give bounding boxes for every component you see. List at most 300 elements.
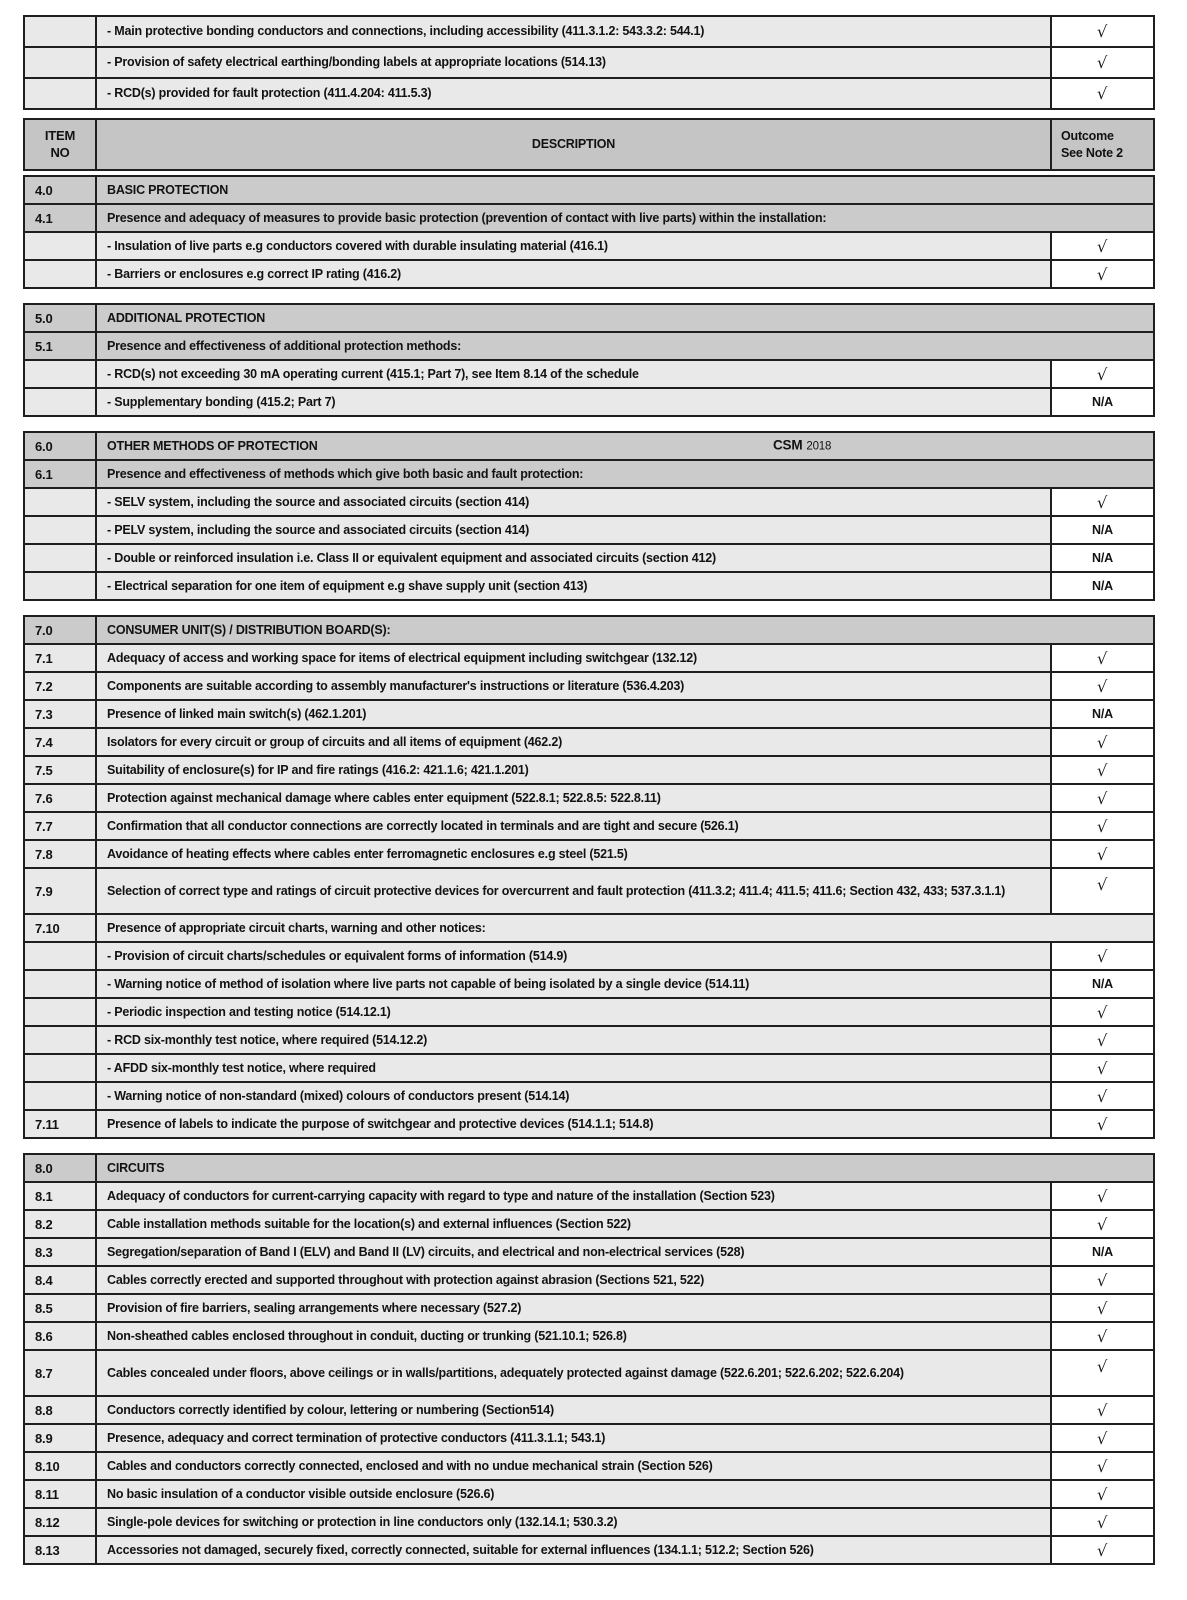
outcome-cell xyxy=(1050,17,1153,46)
item-number-cell xyxy=(25,617,97,643)
description-cell xyxy=(97,1453,1050,1479)
description-cell xyxy=(97,943,1050,969)
section-block xyxy=(23,175,1155,289)
row-description: - PELV system, including the source and associated circuits (section 414) xyxy=(107,522,530,537)
item-number: 7.6 xyxy=(35,790,53,806)
checklist-row xyxy=(25,783,1153,811)
item-number-cell xyxy=(25,1295,97,1321)
row-description: Presence, adequacy and correct termination of protective conductors (411.3.1.1; 543.1) xyxy=(107,1430,606,1445)
description-cell xyxy=(97,1155,1153,1181)
item-number-cell xyxy=(25,305,97,331)
row-description: Protection against mechanical damage where cables enter equipment (522.8.1; 522.8.5: 522.8.11) xyxy=(107,790,661,805)
item-number: 7.8 xyxy=(35,846,53,862)
row-description: CONSUMER UNIT(S) / DISTRIBUTION BOARD(S): xyxy=(107,622,391,637)
outcome-cell xyxy=(1050,1537,1153,1563)
sub-header-row xyxy=(25,331,1153,359)
checkmark-icon: √ xyxy=(1097,1400,1108,1420)
checklist-row xyxy=(25,1237,1153,1265)
section-block xyxy=(23,431,1155,601)
item-number-cell xyxy=(25,813,97,839)
checkmark-icon: √ xyxy=(1097,1512,1108,1532)
item-number-cell xyxy=(25,785,97,811)
description-cell xyxy=(97,1183,1050,1209)
item-number-cell xyxy=(25,1027,97,1053)
outcome-cell xyxy=(1050,869,1153,913)
item-number: 7.1 xyxy=(35,650,53,666)
item-number-cell xyxy=(25,1211,97,1237)
item-number-cell xyxy=(25,79,97,108)
outcome-cell xyxy=(1050,729,1153,755)
item-number-cell xyxy=(25,389,97,415)
item-number: 4.1 xyxy=(35,210,53,226)
description-header-label: DESCRIPTION xyxy=(531,137,616,152)
item-number: 7.9 xyxy=(35,883,53,899)
outcome-cell xyxy=(1050,1425,1153,1451)
description-cell xyxy=(97,573,1050,599)
checkmark-icon: √ xyxy=(1097,492,1108,512)
outcome-cell xyxy=(1050,361,1153,387)
sub-header-row xyxy=(25,913,1153,941)
item-number-cell xyxy=(25,673,97,699)
checkmark-icon: √ xyxy=(1097,1114,1108,1134)
checklist-row xyxy=(25,839,1153,867)
row-description: Presence of linked main switch(s) (462.1.201) xyxy=(107,706,367,721)
checkmark-icon: √ xyxy=(1097,946,1108,966)
item-number: 7.11 xyxy=(35,1116,59,1132)
item-number-cell xyxy=(25,701,97,727)
checkmark-icon: √ xyxy=(1097,1326,1108,1346)
description-cell xyxy=(97,1323,1050,1349)
na-label: N/A xyxy=(1092,395,1113,409)
outcome-cell xyxy=(1050,1111,1153,1137)
item-number: 8.3 xyxy=(35,1244,53,1260)
checklist-row xyxy=(25,543,1153,571)
outcome-cell xyxy=(1050,1453,1153,1479)
checkmark-icon: √ xyxy=(1097,21,1108,42)
item-number: 6.0 xyxy=(35,438,53,454)
outcome-cell xyxy=(1050,233,1153,259)
checklist-row xyxy=(25,515,1153,543)
item-number: 8.11 xyxy=(35,1486,59,1502)
description-cell xyxy=(97,971,1050,997)
csm-year: 2018 xyxy=(806,440,832,453)
description-cell xyxy=(97,841,1050,867)
row-description: Cable installation methods suitable for the location(s) and external influences (Section 522) xyxy=(107,1216,631,1231)
description-cell xyxy=(97,1027,1050,1053)
checklist-row xyxy=(25,1181,1153,1209)
item-number: 8.6 xyxy=(35,1328,53,1344)
row-description: - RCD six-monthly test notice, where required (514.12.2) xyxy=(107,1032,428,1047)
sections-root xyxy=(23,175,1155,1565)
checkmark-icon: √ xyxy=(1097,1030,1108,1050)
item-number-cell xyxy=(25,1453,97,1479)
item-number: 7.3 xyxy=(35,706,53,722)
checklist-row xyxy=(25,1395,1153,1423)
row-description: Segregation/separation of Band I (ELV) and Band II (LV) circuits, and electrical and non-electrical services (528) xyxy=(107,1244,745,1259)
checkmark-icon: √ xyxy=(1097,1214,1108,1234)
checkmark-icon: √ xyxy=(1097,236,1108,256)
outcome-cell xyxy=(1050,1083,1153,1109)
item-number: 4.0 xyxy=(35,182,53,198)
description-cell xyxy=(97,701,1050,727)
checklist-row xyxy=(25,1025,1153,1053)
checklist-row xyxy=(25,1535,1153,1563)
description-cell xyxy=(97,1425,1050,1451)
checklist-row xyxy=(25,1507,1153,1535)
item-number: 8.9 xyxy=(35,1430,53,1446)
row-description: - Electrical separation for one item of equipment e.g shave supply unit (section 413) xyxy=(107,578,588,593)
item-number: 6.1 xyxy=(35,466,53,482)
na-label: N/A xyxy=(1092,579,1113,593)
row-description: ADDITIONAL PROTECTION xyxy=(107,310,266,325)
outcome-cell xyxy=(1050,1481,1153,1507)
description-cell xyxy=(97,1295,1050,1321)
checkmark-icon: √ xyxy=(1097,1298,1108,1318)
outcome-cell xyxy=(1050,1239,1153,1265)
outcome-cell xyxy=(1050,813,1153,839)
item-no-header-cell xyxy=(25,120,97,169)
description-cell xyxy=(97,785,1050,811)
description-cell xyxy=(97,261,1050,287)
description-cell xyxy=(97,1211,1050,1237)
item-number-cell xyxy=(25,573,97,599)
item-number: 7.7 xyxy=(35,818,53,834)
row-description: - RCD(s) not exceeding 30 mA operating current (415.1; Part 7), see Item 8.14 of the schedule xyxy=(107,366,639,381)
csm-watermark xyxy=(773,437,831,456)
item-number-cell xyxy=(25,1351,97,1395)
checklist-row xyxy=(25,699,1153,727)
checkmark-icon: √ xyxy=(1097,1186,1108,1206)
checklist-row xyxy=(25,231,1153,259)
item-number-cell xyxy=(25,361,97,387)
checkmark-icon: √ xyxy=(1097,264,1108,284)
section-header-row xyxy=(25,305,1153,331)
item-number: 8.12 xyxy=(35,1514,60,1530)
item-number: 7.4 xyxy=(35,734,53,750)
outcome-cell xyxy=(1050,673,1153,699)
description-cell xyxy=(97,813,1050,839)
outcome-cell xyxy=(1050,573,1153,599)
row-description: Adequacy of conductors for current-carrying capacity with regard to type and nature of the installation (Section 523) xyxy=(107,1188,775,1203)
row-description: Non-sheathed cables enclosed throughout in conduit, ducting or trunking (521.10.1; 526.8) xyxy=(107,1328,627,1343)
item-number-cell xyxy=(25,943,97,969)
item-number-cell xyxy=(25,1323,97,1349)
row-description: CIRCUITS xyxy=(107,1160,165,1175)
checkmark-icon: √ xyxy=(1097,676,1108,696)
item-number-cell xyxy=(25,1111,97,1137)
checkmark-icon: √ xyxy=(1097,648,1108,668)
description-cell xyxy=(97,361,1050,387)
checklist-row xyxy=(25,359,1153,387)
row-description: - Periodic inspection and testing notice (514.12.1) xyxy=(107,1004,391,1019)
item-number-cell xyxy=(25,999,97,1025)
item-number-cell xyxy=(25,1183,97,1209)
checkmark-icon: √ xyxy=(1097,1428,1108,1448)
description-cell xyxy=(97,1111,1050,1137)
item-number-cell xyxy=(25,1397,97,1423)
checklist-row xyxy=(25,1209,1153,1237)
row-description: No basic insulation of a conductor visible outside enclosure (526.6) xyxy=(107,1486,495,1501)
item-number-cell xyxy=(25,1055,97,1081)
description-cell xyxy=(97,757,1050,783)
description-cell xyxy=(97,517,1050,543)
item-number-cell xyxy=(25,1481,97,1507)
checklist-row xyxy=(25,1081,1153,1109)
outcome-cell xyxy=(1050,1509,1153,1535)
description-cell xyxy=(97,617,1153,643)
row-description: - Insulation of live parts e.g conductors covered with durable insulating material (416.1) xyxy=(107,238,608,253)
outcome-cell xyxy=(1050,1055,1153,1081)
row-description: Presence of labels to indicate the purpose of switchgear and protective devices (514.1.1; 514.8) xyxy=(107,1116,654,1131)
row-description: Suitability of enclosure(s) for IP and fire ratings (416.2: 421.1.6; 421.1.201) xyxy=(107,762,529,777)
outcome-cell xyxy=(1050,261,1153,287)
outcome-cell xyxy=(1050,79,1153,108)
outcome-cell xyxy=(1050,517,1153,543)
item-number-cell xyxy=(25,729,97,755)
description-cell xyxy=(97,673,1050,699)
item-number-cell xyxy=(25,1155,97,1181)
sub-header-row xyxy=(25,459,1153,487)
description-header-cell xyxy=(97,120,1050,169)
description-cell xyxy=(97,205,1153,231)
checkmark-icon: √ xyxy=(1097,1540,1108,1560)
item-number-cell xyxy=(25,233,97,259)
row-description: Conductors correctly identified by colour, lettering or numbering (Section514) xyxy=(107,1402,554,1417)
na-label: N/A xyxy=(1092,707,1113,721)
row-description: Cables concealed under floors, above ceilings or in walls/partitions, adequately protected against damage (522.6.201; 522.6.202; 522.6.204) xyxy=(107,1365,904,1380)
item-number: 7.10 xyxy=(35,920,60,936)
checkmark-icon: √ xyxy=(1097,1002,1108,1022)
description-cell xyxy=(97,433,1153,459)
description-cell xyxy=(97,545,1050,571)
row-description: - Provision of circuit charts/schedules or equivalent forms of information (514.9) xyxy=(107,948,568,963)
item-number: 8.2 xyxy=(35,1216,53,1232)
outcome-cell xyxy=(1050,999,1153,1025)
row-description: - Warning notice of method of isolation where live parts not capable of being isolated by a single device (514.11) xyxy=(107,976,750,991)
item-number-cell xyxy=(25,971,97,997)
description-cell xyxy=(97,1351,1050,1395)
checklist-row xyxy=(25,1265,1153,1293)
na-label: N/A xyxy=(1092,1245,1113,1259)
checklist-row xyxy=(25,1321,1153,1349)
outcome-cell xyxy=(1050,971,1153,997)
checklist-row xyxy=(25,1109,1153,1137)
checkmark-icon: √ xyxy=(1097,1356,1108,1377)
item-number-cell xyxy=(25,517,97,543)
row-description: Presence of appropriate circuit charts, warning and other notices: xyxy=(107,920,486,935)
checklist-row xyxy=(25,671,1153,699)
item-number-cell xyxy=(25,757,97,783)
na-label: N/A xyxy=(1092,523,1113,537)
description-cell xyxy=(97,1537,1050,1563)
item-number-cell xyxy=(25,645,97,671)
outcome-cell xyxy=(1050,701,1153,727)
row-description: Presence and adequacy of measures to provide basic protection (prevention of contact with live parts) within the installation: xyxy=(107,210,827,225)
section-header-row xyxy=(25,617,1153,643)
section-header-row xyxy=(25,177,1153,203)
schedule-of-inspections-document xyxy=(23,15,1155,1579)
row-description: Provision of fire barriers, sealing arrangements where necessary (527.2) xyxy=(107,1300,522,1315)
description-cell xyxy=(97,1055,1050,1081)
outcome-cell xyxy=(1050,1351,1153,1395)
checkmark-icon: √ xyxy=(1097,732,1108,752)
description-cell xyxy=(97,48,1050,77)
row-description: Confirmation that all conductor connections are correctly located in terminals and are tight and secure (526.1) xyxy=(107,818,739,833)
outcome-cell xyxy=(1050,785,1153,811)
description-cell xyxy=(97,17,1050,46)
item-number-cell xyxy=(25,177,97,203)
sub-header-row xyxy=(25,203,1153,231)
row-description: - Double or reinforced insulation i.e. Class II or equivalent equipment and associated circuits (section 412) xyxy=(107,550,716,565)
item-no-header-line1: ITEM xyxy=(44,128,76,144)
item-number-cell xyxy=(25,1239,97,1265)
row-description: Isolators for every circuit or group of circuits and all items of equipment (462.2) xyxy=(107,734,563,749)
checkmark-icon: √ xyxy=(1097,364,1108,384)
checklist-row xyxy=(25,941,1153,969)
item-number-cell xyxy=(25,261,97,287)
item-number-cell xyxy=(25,17,97,46)
section-block xyxy=(23,615,1155,1139)
item-number: 7.5 xyxy=(35,762,53,778)
checklist-row xyxy=(25,487,1153,515)
item-number: 8.4 xyxy=(35,1272,53,1288)
row-description: Selection of correct type and ratings of circuit protective devices for overcurrent and fault protection (411.3.2; 411.4; 411.5; 411.6; Section 432, 433; 537.3.1.1) xyxy=(107,883,1006,898)
item-number: 8.1 xyxy=(35,1188,53,1204)
na-label: N/A xyxy=(1092,977,1113,991)
description-cell xyxy=(97,79,1050,108)
row-description: - Supplementary bonding (415.2; Part 7) xyxy=(107,394,336,409)
item-number-cell xyxy=(25,1267,97,1293)
item-number: 5.1 xyxy=(35,338,53,354)
checklist-row xyxy=(25,811,1153,839)
checklist-row xyxy=(25,997,1153,1025)
description-cell xyxy=(97,333,1153,359)
item-number: 8.13 xyxy=(35,1542,60,1558)
item-number-cell xyxy=(25,841,97,867)
item-number-cell xyxy=(25,433,97,459)
table-header-row xyxy=(25,120,1153,169)
checklist-row xyxy=(25,1479,1153,1507)
description-cell xyxy=(97,1509,1050,1535)
outcome-header-line1: Outcome xyxy=(1061,128,1114,143)
checklist-row xyxy=(25,755,1153,783)
item-number-cell xyxy=(25,48,97,77)
item-number: 7.0 xyxy=(35,622,53,638)
item-number-cell xyxy=(25,1537,97,1563)
checklist-row xyxy=(25,387,1153,415)
checkmark-icon: √ xyxy=(1097,52,1108,73)
row-description: - RCD(s) provided for fault protection (411.4.204: 411.5.3) xyxy=(107,86,432,101)
description-cell xyxy=(97,177,1153,203)
description-cell xyxy=(97,915,1153,941)
checklist-row xyxy=(25,1349,1153,1395)
intro-rows-block xyxy=(23,15,1155,110)
item-number: 8.5 xyxy=(35,1300,53,1316)
checklist-row xyxy=(25,46,1153,77)
outcome-cell xyxy=(1050,389,1153,415)
outcome-cell xyxy=(1050,1267,1153,1293)
row-description: Adequacy of access and working space for items of electrical equipment including switchgear (132.12) xyxy=(107,650,697,665)
checkmark-icon: √ xyxy=(1097,1456,1108,1476)
item-number-cell xyxy=(25,869,97,913)
outcome-cell xyxy=(1050,1183,1153,1209)
checklist-row xyxy=(25,1293,1153,1321)
item-no-header-line2: NO xyxy=(50,144,70,160)
table-header-block xyxy=(23,118,1155,171)
item-number: 8.7 xyxy=(35,1365,53,1381)
checklist-row xyxy=(25,867,1153,913)
csm-label: CSM xyxy=(773,437,803,453)
outcome-cell xyxy=(1050,1323,1153,1349)
row-description: BASIC PROTECTION xyxy=(107,182,229,197)
item-number-cell xyxy=(25,1425,97,1451)
description-cell xyxy=(97,645,1050,671)
checkmark-icon: √ xyxy=(1097,83,1108,104)
row-description: Components are suitable according to assembly manufacturer's instructions or literature (536.4.203) xyxy=(107,678,685,693)
row-description: - Warning notice of non-standard (mixed) colours of conductors present (514.14) xyxy=(107,1088,570,1103)
na-label: N/A xyxy=(1092,551,1113,565)
outcome-header-cell xyxy=(1050,120,1153,169)
description-cell xyxy=(97,999,1050,1025)
description-cell xyxy=(97,1239,1050,1265)
row-description: Single-pole devices for switching or protection in line conductors only (132.14.1; 530.3.2) xyxy=(107,1514,618,1529)
checklist-row xyxy=(25,571,1153,599)
description-cell xyxy=(97,461,1153,487)
checkmark-icon: √ xyxy=(1097,788,1108,808)
row-description: - AFDD six-monthly test notice, where required xyxy=(107,1060,376,1075)
checklist-row xyxy=(25,969,1153,997)
checkmark-icon: √ xyxy=(1097,1058,1108,1078)
row-description: Presence and effectiveness of methods which give both basic and fault protection: xyxy=(107,466,584,481)
description-cell xyxy=(97,729,1050,755)
outcome-header-line2: See Note 2 xyxy=(1061,145,1123,160)
description-cell xyxy=(97,233,1050,259)
row-description: - Provision of safety electrical earthing/bonding labels at appropriate locations (514.13) xyxy=(107,55,606,70)
checklist-row xyxy=(25,1423,1153,1451)
row-description: Cables and conductors correctly connected, enclosed and with no undue mechanical strain (Section 526) xyxy=(107,1458,713,1473)
row-description: Presence and effectiveness of additional protection methods: xyxy=(107,338,462,353)
description-cell xyxy=(97,1083,1050,1109)
item-number-cell xyxy=(25,1509,97,1535)
item-number-cell xyxy=(25,545,97,571)
outcome-cell xyxy=(1050,1295,1153,1321)
row-description: Accessories not damaged, securely fixed, correctly connected, suitable for external influences (134.1.1; 512.2; Section 526) xyxy=(107,1542,814,1557)
checklist-row xyxy=(25,259,1153,287)
checkmark-icon: √ xyxy=(1097,874,1108,895)
checklist-row xyxy=(25,77,1153,108)
section-block xyxy=(23,1153,1155,1565)
item-number-cell xyxy=(25,489,97,515)
checkmark-icon: √ xyxy=(1097,1270,1108,1290)
item-number-cell xyxy=(25,1083,97,1109)
section-header-row xyxy=(25,1155,1153,1181)
outcome-cell xyxy=(1050,489,1153,515)
checkmark-icon: √ xyxy=(1097,1484,1108,1504)
row-description: OTHER METHODS OF PROTECTION xyxy=(107,438,318,453)
item-number: 8.8 xyxy=(35,1402,53,1418)
item-number: 7.2 xyxy=(35,678,53,694)
outcome-cell xyxy=(1050,645,1153,671)
checklist-row xyxy=(25,1053,1153,1081)
item-number: 8.0 xyxy=(35,1160,53,1176)
checkmark-icon: √ xyxy=(1097,1086,1108,1106)
description-cell xyxy=(97,1397,1050,1423)
description-cell xyxy=(97,1267,1050,1293)
checklist-row xyxy=(25,643,1153,671)
outcome-cell xyxy=(1050,545,1153,571)
item-number: 8.10 xyxy=(35,1458,60,1474)
item-number-cell xyxy=(25,915,97,941)
